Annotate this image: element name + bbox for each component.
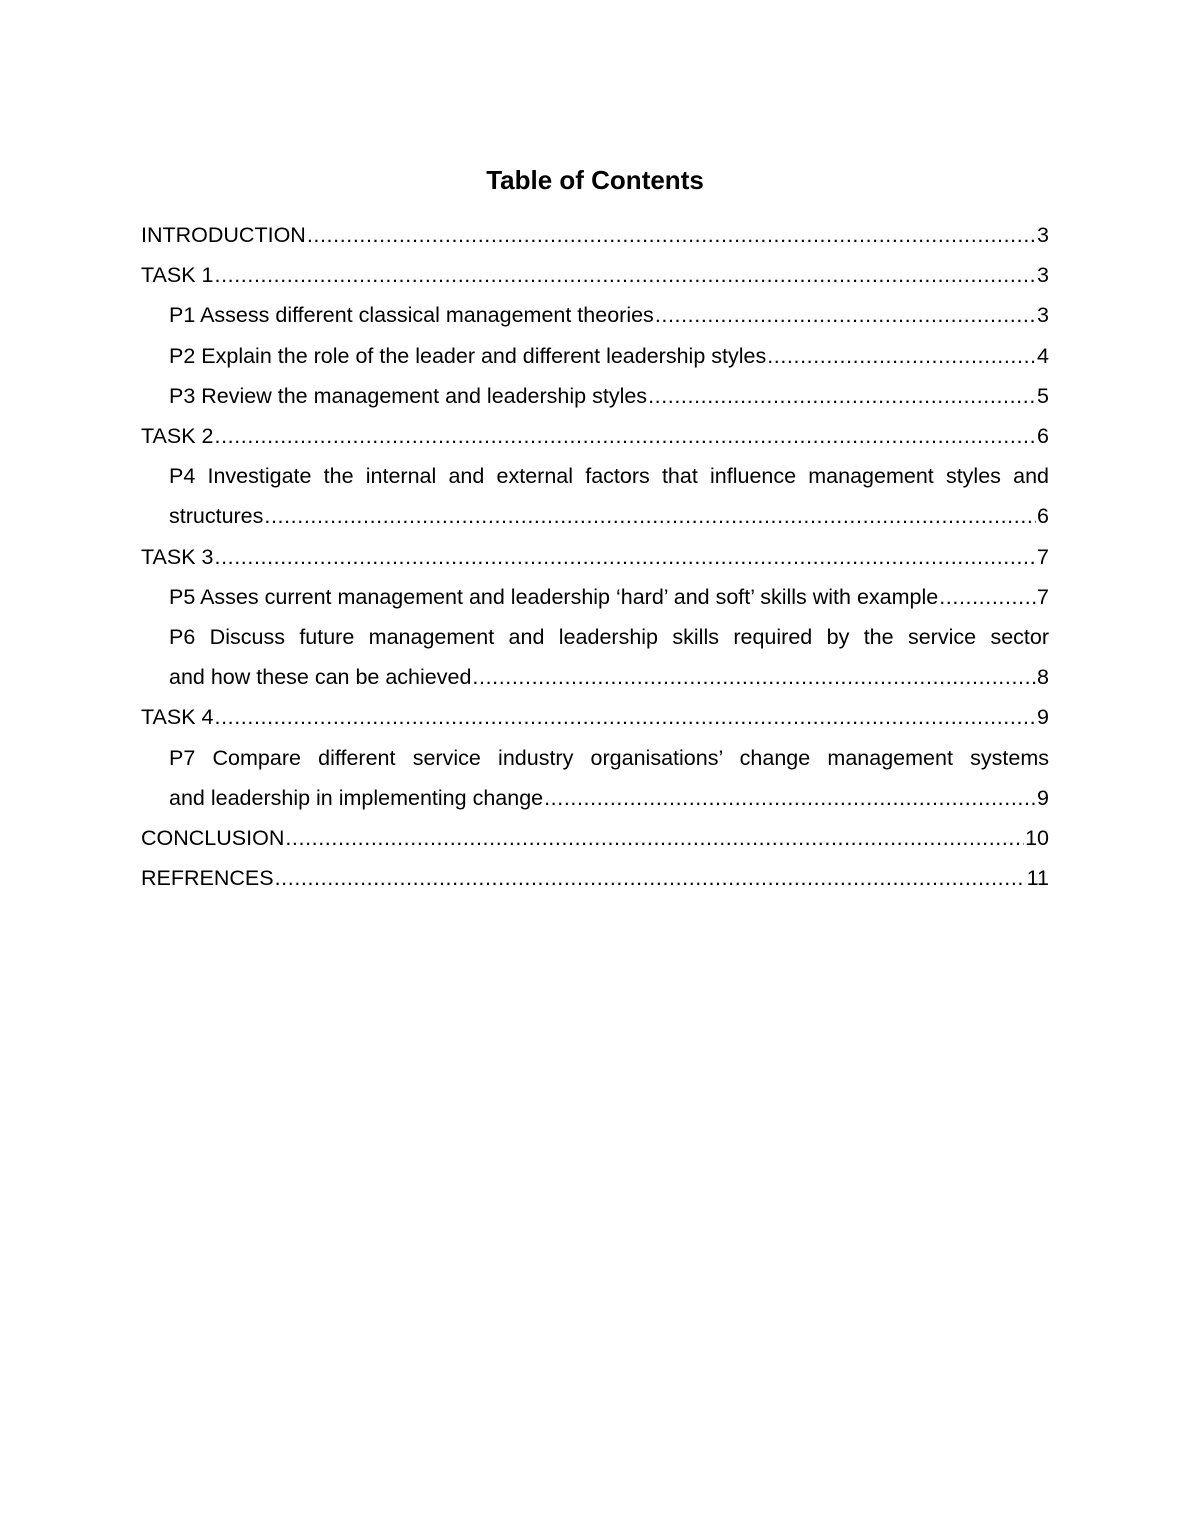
dot-leader [648,376,1036,416]
toc-entry-p6[interactable] [169,617,1049,697]
toc-entry-label: TASK 2 [141,416,215,456]
toc-entry-label-line-2: and how these can be achieved [169,657,472,697]
dot-leader [215,537,1037,577]
toc-entry-task-4[interactable] [141,697,1049,737]
toc-entry-task-2[interactable] [141,416,1049,456]
toc-page-number: 8 [1037,665,1049,690]
dot-leader [472,657,1036,697]
dot-leader [215,416,1037,456]
toc-entry-p2[interactable] [169,336,1049,376]
toc-page-number: 10 [1025,826,1049,851]
dot-leader [264,496,1036,536]
toc-page-number: 9 [1037,705,1049,730]
toc-entry-p4[interactable] [169,456,1049,536]
toc-page-number: 3 [1037,303,1049,328]
toc-entry-label: P1 Assess different classical management theories [169,295,655,335]
dot-leader [215,697,1037,737]
toc-entry-label-line-2: structures [169,496,264,536]
toc-entry-references[interactable] [141,858,1049,898]
toc-entry-label: REFRENCES [141,858,275,898]
page-title: Table of Contents [486,165,704,195]
toc-page-number: 5 [1037,383,1049,408]
dot-leader [307,215,1036,255]
toc-page-number: 6 [1037,424,1049,449]
toc-entry-p3[interactable] [169,376,1049,416]
toc-entry-label: CONCLUSION [141,818,285,858]
toc-entry-last-line [169,657,1049,697]
toc-entry-label: TASK 3 [141,537,215,577]
dot-leader [544,778,1036,818]
toc-page-number: 3 [1037,223,1049,247]
toc-entry-task-3[interactable] [141,537,1049,577]
toc-entry-label: P5 Asses current management and leadership ‘hard’ and soft’ skills with example [169,577,939,617]
dot-leader [275,858,1026,898]
toc-entry-label: P2 Explain the role of the leader and different leadership styles [169,336,767,376]
toc-entry-label: P3 Review the management and leadership styles [169,376,648,416]
toc-entry-label-line-1: P6 Discuss future management and leadership skills required by the service sector [169,625,1049,650]
toc-list [141,215,1049,898]
toc-entry-p1[interactable] [169,295,1049,335]
toc-entry-label-line-2: and leadership in implementing change [169,778,544,818]
toc-entry-introduction[interactable] [141,215,1049,255]
toc-page-number: 4 [1037,343,1049,368]
dot-leader [285,818,1024,858]
toc-entry-label: TASK 4 [141,697,215,737]
toc-page-number: 9 [1037,785,1049,810]
toc-entry-last-line [169,496,1049,536]
toc-page-number: 11 [1026,866,1049,891]
toc-entry-label: TASK 1 [141,255,215,295]
toc-entry-p7[interactable] [169,738,1049,818]
dot-leader [655,295,1036,335]
toc-entry-label-line-1: P4 Investigate the internal and external factors that influence management styles and [169,464,1049,489]
toc-page-number: 3 [1037,263,1049,288]
toc-entry-last-line [169,778,1049,818]
toc-page-number: 7 [1037,584,1049,609]
dot-leader [767,336,1036,376]
toc-page-number: 7 [1037,544,1049,569]
toc-entry-p5[interactable] [169,577,1049,617]
dot-leader [939,577,1036,617]
toc-entry-task-1[interactable] [141,255,1049,295]
toc-entry-label-line-1: P7 Compare different service industry organisations’ change management systems [169,745,1049,770]
toc-page-number: 6 [1037,504,1049,529]
toc-entry-label: INTRODUCTION [141,215,307,255]
toc-entry-conclusion[interactable] [141,818,1049,858]
dot-leader [215,255,1037,295]
